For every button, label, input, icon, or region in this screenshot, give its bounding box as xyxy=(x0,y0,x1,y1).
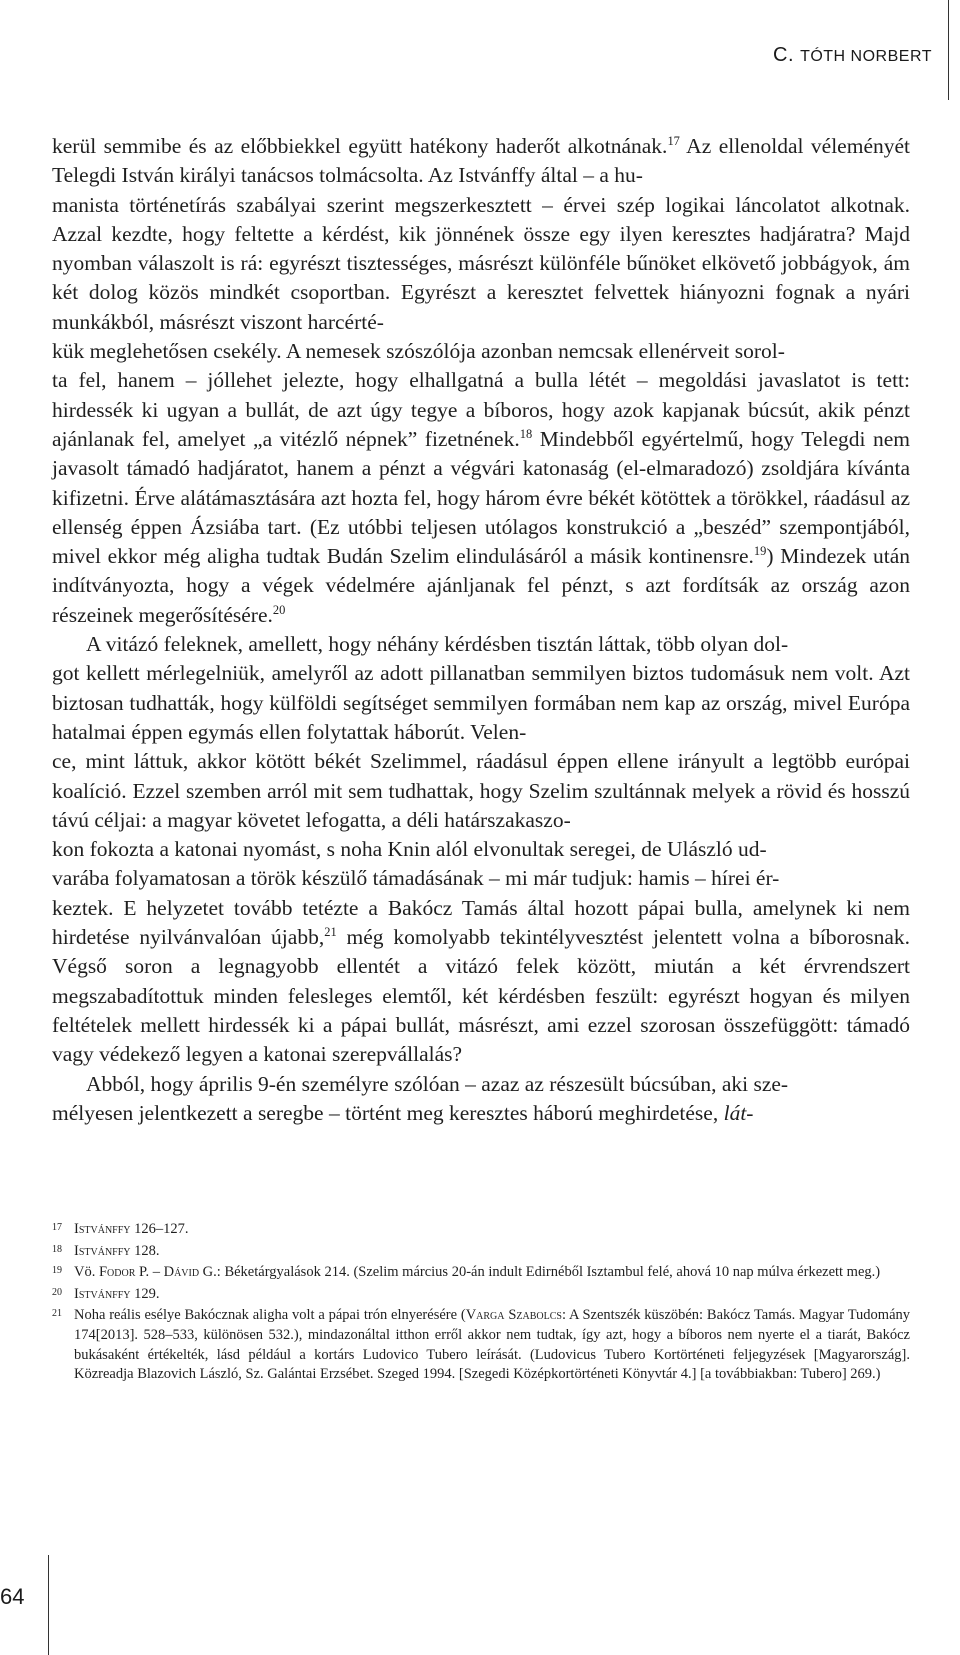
body-paragraph: kerül semmibe és az előbbiekkel együtt hatékony haderőt alkotnának.$^{17}$ Az ellenoldal véleményét Telegdi István királyi tanácsos tolmácsolta. Az Istvánffy által – a hu- manista történetírás szabályai szerint megszerkesztett – érvei szép logikai láncolatot alkotnak. Azzal kezdte, hogy feltette a kérdést, kik jönnének össze egy ilyen keresztes hadjáratra? Majd nyomban válaszolt is rá: egyrészt tisztességes, másrészt különféle bűnöket elkövető jobbágyok, ám két dolog közös mindkét csoportban. Egyrészt a keresztet felvettek hiányozni fognak a nyári munkákból, másrészt viszont harcérté- kük meglehetősen csekély. A nemesek szószólója azonban nemcsak ellenérveit sorol- ta fel, hanem – jóllehet jelezte, hogy elhallgatná a bulla létét – megoldási javaslatot is tett: hirdessék ki ugyan a bullát, de azt úgy tegye a bíboros, hogy azok kapjanak búcsút, akik pénzt ajánlanak fel, amelyet „a vitézlő népnek” fizetnének.$^{18}$ Mindebből egyértelmű, hogy Telegdi nem javasolt támadó hadjáratot, hanem a pénzt a végvári katonaság (el-elmaradozó) zsoldjára kívánta kifizetni. Érve alátámasztására azt hozta fel, hogy három évre békét kötöttek a törökkel, ráadásul az ellenség éppen Ázsiába tart. (Ez utóbbi teljesen utólagos konstrukció a „beszéd” szempontjából, mivel ekkor még aligha tudtak Budán Szelim elindulásáról a másik kontinensre.$^{19}$) Mindezek után indítványozta, hogy a végek védelmére ajánljanak fel pénzt, s azt fordítsák az ország azon részeinek megerősítésére.$^{20}$ xyxy=(52,133,911,627)
footnote-number: 20 xyxy=(52,1286,62,1298)
footnote xyxy=(52,1220,910,1240)
footnote-number: 19 xyxy=(52,1265,62,1277)
footnote-text: Istvánffy 126–127. xyxy=(74,1221,189,1237)
page-number: 64 xyxy=(0,1584,25,1609)
body-paragraph: Abból, hogy április 9-én személyre szólóan – azaz az részesült búcsúban, aki sze- mélyesen jelentkezett a seregbe – történt meg keresztes háború meghirdetése, lát- xyxy=(52,1071,789,1125)
header-rule xyxy=(948,0,949,100)
footnote xyxy=(52,1285,910,1305)
body-text xyxy=(52,132,910,1128)
footnote-number: 18 xyxy=(52,1243,62,1255)
footer-rule xyxy=(48,1555,49,1655)
running-head xyxy=(773,44,932,67)
running-head-name: TÓTH NORBERT xyxy=(800,48,932,65)
footnote xyxy=(52,1263,910,1283)
footnote-number: 17 xyxy=(52,1222,62,1233)
footnote-text: Noha reális esélye Bakócznak aligha volt a pápai trón elnyerésére (Varga Szabolcs: A Szentszék küszöbén: Bakócz Tamás. Magyar Tudomány 174[2013]. 528–533, különösen 532.), mindazonáltal itthon erről akkor nem tudtak, így azt, hogy a bíboros nem nyerte el a tiarát, Bakócz bukásaként értékelték, lásd például a kortárs Ludovico Tubero leírását. (Ludovicus Tubero Kortörténeti feljegyzések [Magyarország]. Közreadja Blazovich László, Sz. Galántai Erzsébet. Szeged 1994. [Szegedi Középkortörténeti Könyvtár 4.] [a továbbiakban: Tubero] 269.) xyxy=(74,1307,911,1383)
footnote xyxy=(52,1306,910,1384)
footnotes xyxy=(52,1220,910,1387)
footnote-text: Istvánffy 129. xyxy=(74,1285,160,1302)
footnote xyxy=(52,1242,910,1262)
body-paragraph: A vitázó feleknek, amellett, hogy néhány kérdésben tisztán láttak, több olyan dol- got kellett mérlegelniük, amelyről az adott pillanatban semmilyen biztos tudomásuk nem volt. Azt biztosan tudhatták, hogy külföldi segítséget semmilyen formában nem kap az ország, mivel Európa hatalmai éppen egymás ellen folytattak háborút. Velen- ce, mint láttuk, akkor kötött békét Szelimmel, ráadásul éppen ellene irányult a legtöbb európai koalíció. Ezzel szemben arról mit sem tudhattak, hogy Szelim szultánnak melyek a rövid és hosszú távú céljai: a magyar követet lefogatta, a déli határszakaszo- kon fokozta a katonai nyomást, s noha Knin alól elvonultak seregei, de Ulászló ud- varába folyamatosan a török készülő támadásának – mi már tudjuk: hamis – hírei ér- keztek. E helyzetet tovább tetézte a Bakócz Tamás által hozott pápai bulla, amelynek ki nem hirdetése nyilvánvalóan újabb,$^{21}$ még komolyabb tekintélyvesztést jelentett volna a bíborosnak. Végső soron a legnagyobb ellentét a vitázó felek között, miután a két érvrendszert megszabadítottuk minden felesleges elemtől, két kérdésben feszült: egyrészt hogyan és milyen feltételek mellett hirdessék ki a pápai bullát, másrészt, ami ezzel szorosan összefüggött: támadó vagy védekező legyen a katonai szerepvállalás? xyxy=(52,632,910,1067)
footnote-text: Istvánffy 128. xyxy=(74,1242,160,1259)
running-head-initial: C. xyxy=(773,44,794,66)
footnote-text: Vö. Fodor P. – Dávid G.: Béketárgyalások 214. (Szelim március 20-án indult Edirnéből Isztambul felé, ahová 10 nap múlva érkezett meg.) xyxy=(74,1264,881,1281)
footnote-number: 21 xyxy=(52,1308,62,1320)
